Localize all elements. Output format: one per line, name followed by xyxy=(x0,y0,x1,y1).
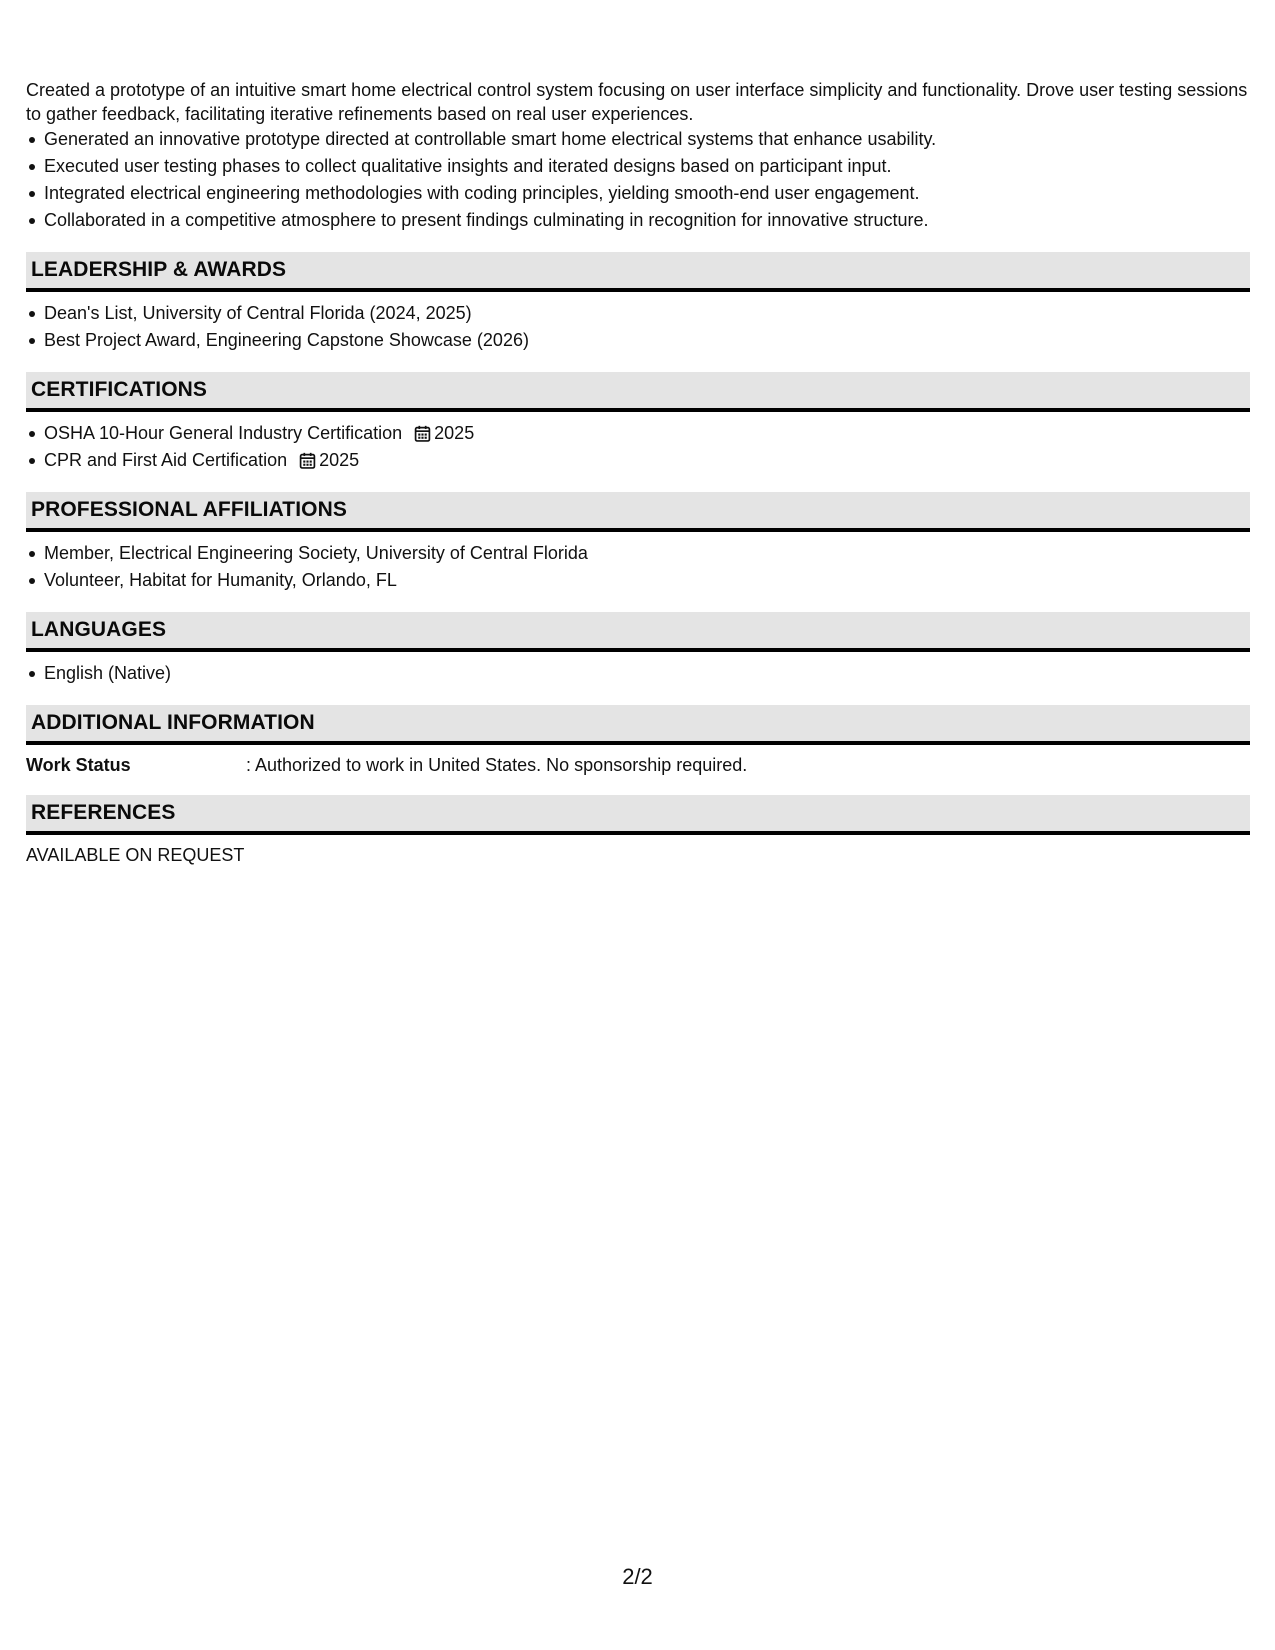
page-number: 2/2 xyxy=(622,1564,653,1589)
calendar-icon xyxy=(299,452,316,469)
certification-year: 2025 xyxy=(434,423,475,443)
list-item: Dean's List, University of Central Florida (2024, 2025) xyxy=(44,300,1250,327)
section-header-references xyxy=(26,795,1250,835)
section-title: CERTIFICATIONS xyxy=(31,378,208,401)
section-header-languages xyxy=(26,612,1250,652)
list-item: Integrated electrical engineering methodologies with coding principles, yielding smooth-end user engagement. xyxy=(44,180,1250,207)
section-header-certifications xyxy=(26,372,1250,412)
certification-item xyxy=(44,447,1250,474)
certification-item xyxy=(44,420,1250,447)
list-item: Member, Electrical Engineering Society, University of Central Florida xyxy=(44,540,1250,567)
references-text: AVAILABLE ON REQUEST xyxy=(26,845,245,865)
list-item: Executed user testing phases to collect qualitative insights and iterated designs based on participant input. xyxy=(44,153,1250,180)
certification-date xyxy=(414,420,474,447)
work-status-row xyxy=(26,753,1250,777)
list-item: Collaborated in a competitive atmosphere to present findings culminating in recognition for innovative structure. xyxy=(44,207,1250,234)
certification-year: 2025 xyxy=(319,450,360,470)
section-title: PROFESSIONAL AFFILIATIONS xyxy=(31,498,347,521)
certification-name: OSHA 10-Hour General Industry Certification xyxy=(44,423,403,443)
certifications-list xyxy=(26,420,1250,474)
section-title: LANGUAGES xyxy=(31,618,167,641)
certification-name: CPR and First Aid Certification xyxy=(44,450,288,470)
list-item: Best Project Award, Engineering Capstone Showcase (2026) xyxy=(44,327,1250,354)
section-header-additional-information xyxy=(26,705,1250,745)
project-bullets xyxy=(26,126,1250,234)
list-item: Volunteer, Habitat for Humanity, Orlando, FL xyxy=(44,567,1250,594)
list-item: Generated an innovative prototype directed at controllable smart home electrical systems that enhance usability. xyxy=(44,126,1250,153)
work-status-label: Work Status xyxy=(26,755,131,775)
section-header-affiliations xyxy=(26,492,1250,532)
section-title: REFERENCES xyxy=(31,801,176,824)
section-title: ADDITIONAL INFORMATION xyxy=(31,711,315,734)
leadership-list xyxy=(26,300,1250,354)
certification-date xyxy=(299,447,359,474)
affiliations-list xyxy=(26,540,1250,594)
languages-list xyxy=(26,660,1250,687)
work-status-value: : Authorized to work in United States. No sponsorship required. xyxy=(246,755,748,775)
section-title: LEADERSHIP & AWARDS xyxy=(31,258,287,281)
project-description: Created a prototype of an intuitive smart home electrical control system focusing on user interface simplicity and functionality. Drove user testing sessions to gather feedback, facilitating iterative refinements based on real user experiences. xyxy=(26,80,1248,124)
calendar-icon xyxy=(414,425,431,442)
section-header-leadership xyxy=(26,252,1250,292)
list-item: English (Native) xyxy=(44,660,1250,687)
resume-page xyxy=(26,78,1250,867)
